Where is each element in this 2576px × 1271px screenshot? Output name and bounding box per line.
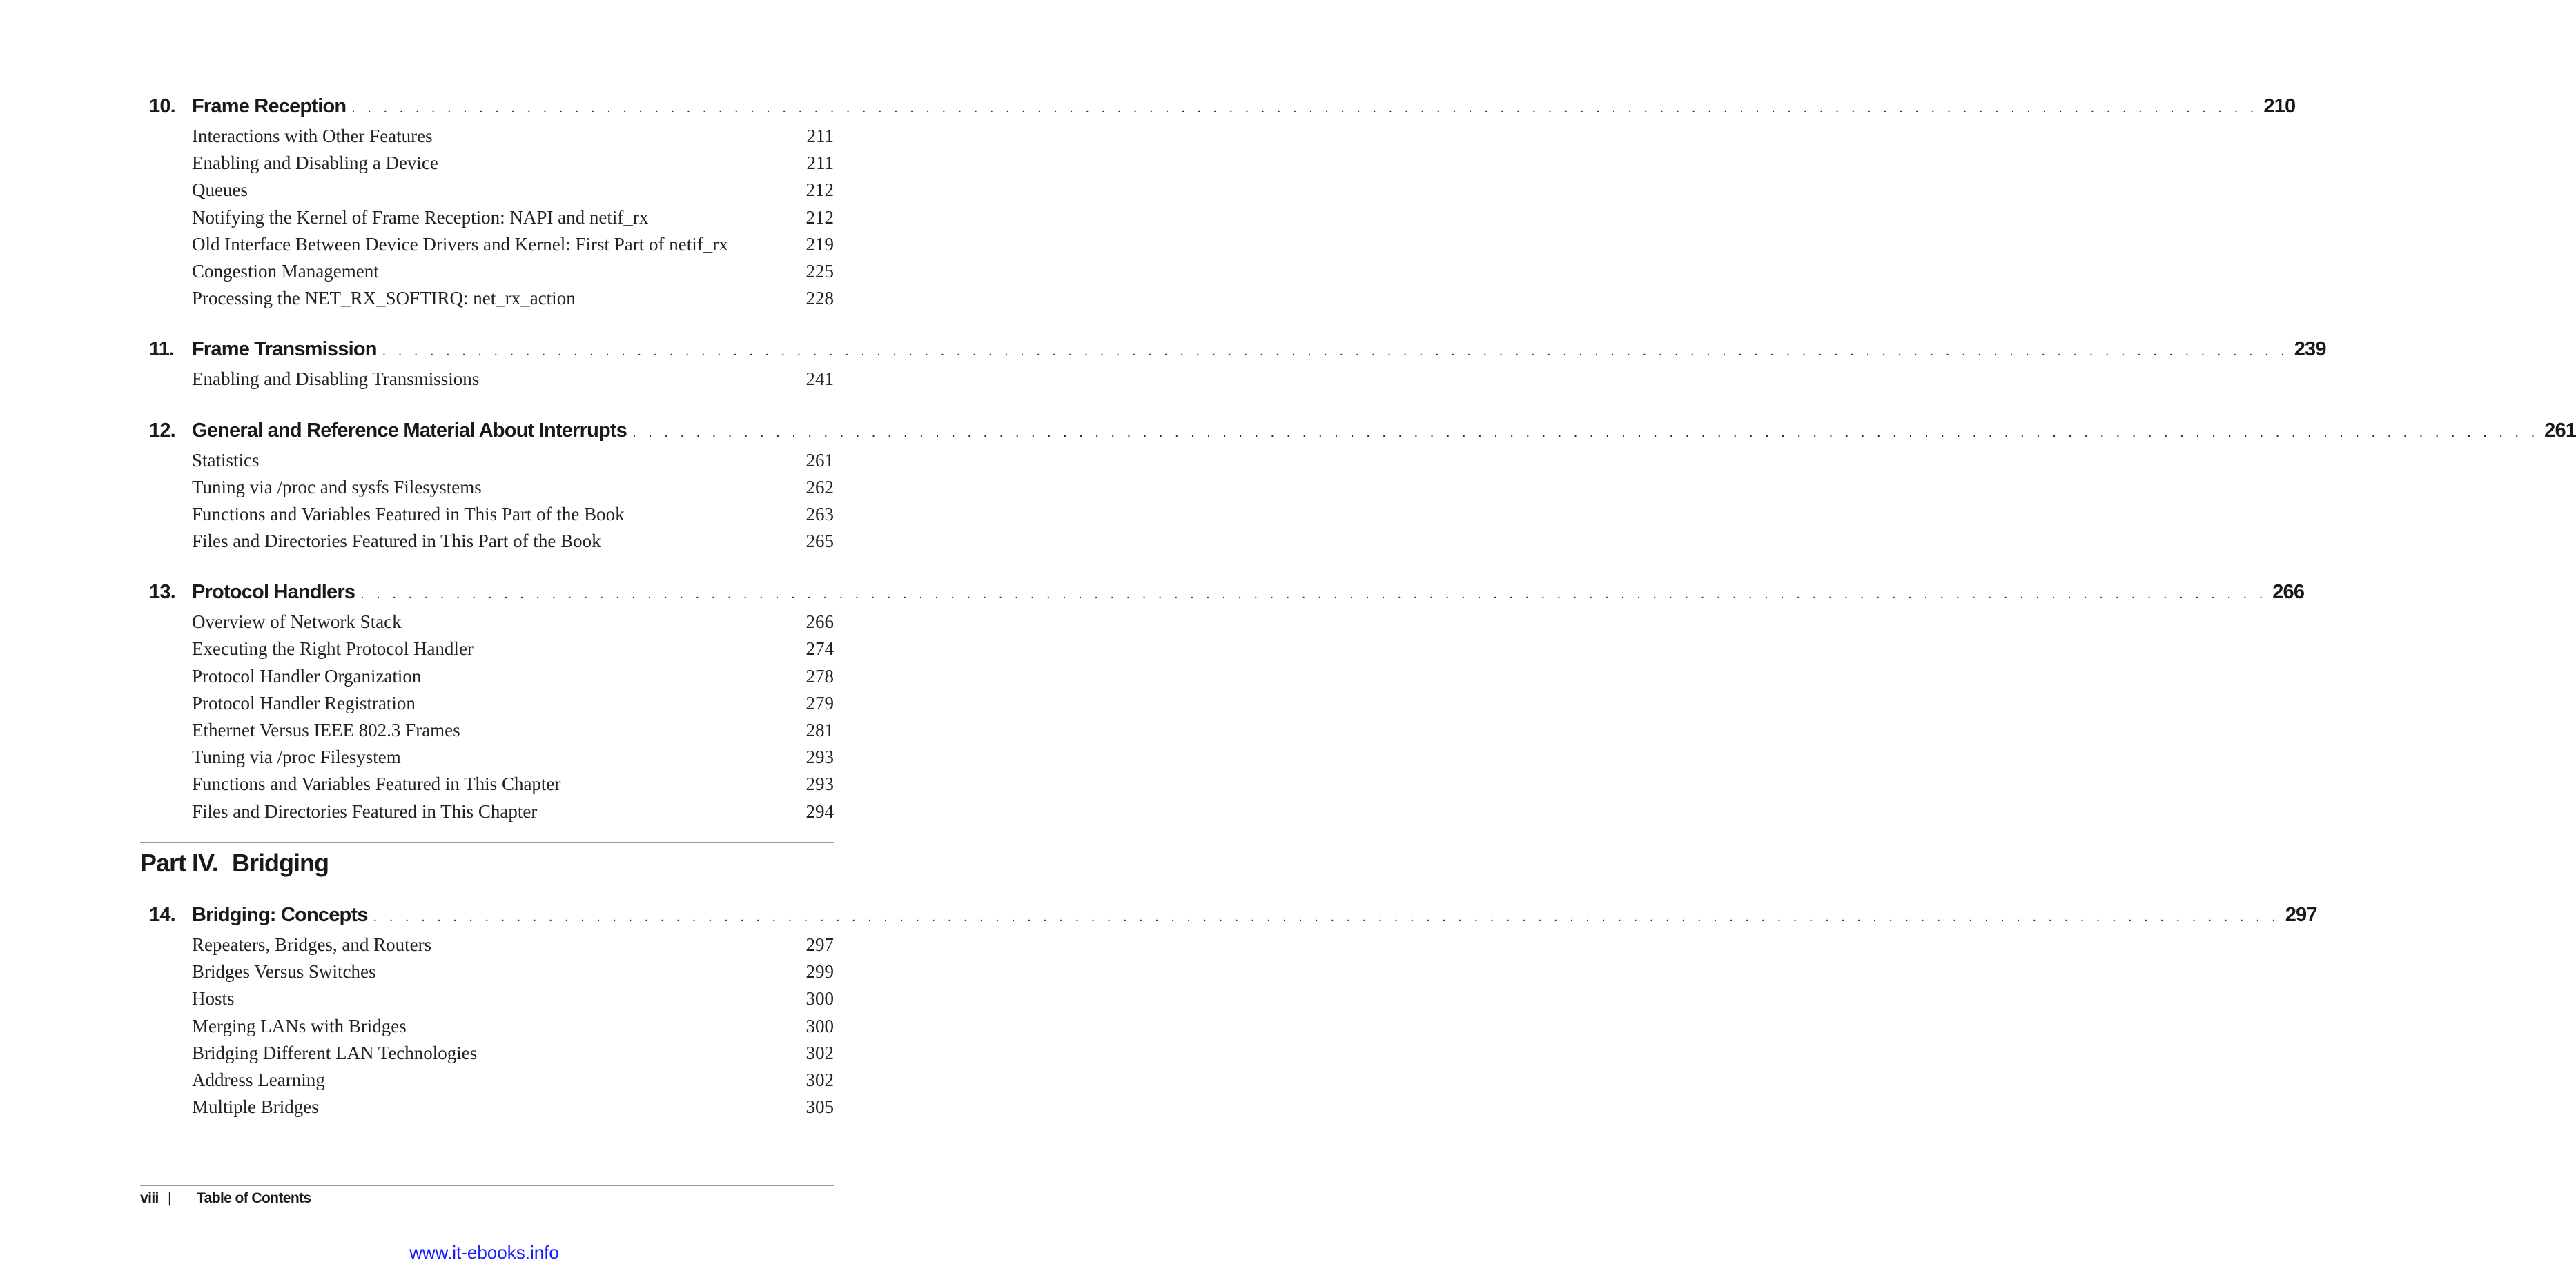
toc-part-4-chapters — [140, 904, 2317, 1147]
toc-entry[interactable] — [192, 961, 834, 988]
entry-page-number: 212 — [806, 206, 834, 228]
toc-entry[interactable] — [192, 477, 834, 504]
chapter-block — [140, 419, 2576, 558]
chapter-page-number: 239 — [2294, 338, 2326, 361]
dot-leader: . . . . . . . . . . . . . . . . . . . . . . . . . . . . . . . . . . . . . . . . . . . . . . . . . . . . . . . . . . . . . . . . . . . . . . . . . . . . . . . . . . . . . . . . . . . . . . . . . . . . . . . . . . . . . . . . . . . . . . . . — [373, 909, 2280, 925]
entry-title: Queues — [192, 179, 248, 201]
toc-entry[interactable] — [192, 1016, 834, 1043]
entry-page-number: 279 — [806, 692, 834, 713]
chapter-number: 14. — [149, 904, 175, 926]
entry-page-number: 211 — [806, 152, 834, 174]
part-divider — [140, 842, 834, 843]
entry-title: Multiple Bridges — [192, 1096, 319, 1118]
entry-title: Overview of Network Stack — [192, 611, 402, 633]
toc-entry[interactable] — [192, 288, 834, 315]
part-label: Part IV. — [140, 849, 218, 877]
chapter-heading[interactable] — [140, 338, 2326, 368]
entry-title: Enabling and Disabling a Device — [192, 152, 438, 174]
chapter-heading[interactable] — [140, 904, 2317, 934]
chapter-title: Frame Transmission — [192, 338, 377, 361]
toc-part-3-chapters — [140, 95, 2576, 851]
entry-page-number: 294 — [806, 800, 834, 822]
chapter-number: 10. — [149, 95, 175, 117]
page-footer — [140, 1190, 311, 1207]
entry-title: Functions and Variables Featured in This Part of the Book — [192, 503, 625, 524]
toc-entry[interactable] — [192, 1043, 834, 1070]
entry-title: Files and Directories Featured in This Part of the Book — [192, 531, 601, 552]
entry-title: Notifying the Kernel of Frame Reception: NAPI and netif_rx — [192, 206, 649, 228]
chapter-title: Protocol Handlers — [192, 581, 355, 604]
chapter-block — [140, 95, 2296, 315]
dot-leader: . . . . . . . . . . . . . . . . . . . . . . . . . . . . . . . . . . . . . . . . . . . . . . . . . . . . . . . . . . . . . . . . . . . . . . . . . . . . . . . . . . . . . . . . . . . . . . . . . . . . . . . . . . . . . . . . . . . . . . . . — [632, 424, 2539, 440]
footer-divider — [140, 1185, 834, 1186]
entry-page-number: 219 — [806, 233, 834, 255]
toc-entry[interactable] — [192, 531, 834, 558]
entry-page-number: 228 — [806, 288, 834, 309]
chapter-heading[interactable] — [140, 419, 2576, 450]
entry-title: Address Learning — [192, 1069, 325, 1090]
toc-entry[interactable] — [192, 611, 834, 638]
chapter-title: Bridging: Concepts — [192, 904, 368, 926]
chapter-number: 12. — [149, 419, 175, 442]
footer-page-number: viii — [140, 1190, 159, 1206]
chapter-heading[interactable] — [140, 95, 2296, 126]
entry-title: Interactions with Other Features — [192, 126, 433, 146]
toc-entry[interactable] — [192, 179, 834, 206]
toc-entry[interactable] — [192, 666, 834, 693]
entry-page-number: 300 — [806, 988, 834, 1009]
entry-page-number: 302 — [806, 1042, 834, 1063]
entry-page-number: 266 — [806, 611, 834, 633]
dot-leader: . . . . . . . . . . . . . . . . . . . . . . . . . . . . . . . . . . . . . . . . . . . . . . . . . . . . . . . . . . . . . . . . . . . . . . . . . . . . . . . . . . . . . . . . . . . . . . . . . . . . . . . . . . . . . . . . . . . . . . . . — [382, 344, 2289, 359]
entry-title: Statistics — [192, 449, 260, 471]
entry-page-number: 263 — [806, 503, 834, 524]
entry-title: Ethernet Versus IEEE 802.3 Frames — [192, 720, 460, 740]
watermark-link[interactable]: www.it-ebooks.info — [409, 1242, 559, 1263]
toc-entry[interactable] — [192, 720, 834, 747]
entry-title: Processing the NET_RX_SOFTIRQ: net_rx_action — [192, 288, 576, 309]
footer-separator: | — [168, 1190, 171, 1206]
toc-entry[interactable] — [192, 1070, 834, 1096]
entry-title: Tuning via /proc and sysfs Filesystems — [192, 476, 482, 497]
entry-title: Files and Directories Featured in This Chapter — [192, 800, 538, 822]
toc-entry[interactable] — [192, 207, 834, 234]
toc-entry[interactable] — [192, 934, 834, 961]
toc-entry[interactable] — [192, 152, 834, 179]
entry-page-number: 299 — [806, 961, 834, 983]
toc-entry[interactable] — [192, 693, 834, 720]
entry-page-number: 211 — [806, 126, 834, 146]
entry-title: Protocol Handler Registration — [192, 692, 416, 713]
toc-entry[interactable] — [192, 261, 834, 288]
entry-page-number: 212 — [806, 179, 834, 201]
entry-title: Enabling and Disabling Transmissions — [192, 368, 480, 390]
entry-page-number: 297 — [806, 934, 834, 955]
toc-entry[interactable] — [192, 450, 834, 477]
entry-title: Merging LANs with Bridges — [192, 1015, 407, 1036]
dot-leader: . . . . . . . . . . . . . . . . . . . . . . . . . . . . . . . . . . . . . . . . . . . . . . . . . . . . . . . . . . . . . . . . . . . . . . . . . . . . . . . . . . . . . . . . . . . . . . . . . . . . . . . . . . . . . . . . . . . . . . . . — [351, 101, 2258, 116]
chapter-number: 13. — [149, 581, 175, 604]
entry-page-number: 302 — [806, 1069, 834, 1090]
entry-title: Tuning via /proc Filesystem — [192, 747, 401, 768]
chapter-heading[interactable] — [140, 581, 2305, 611]
entry-page-number: 265 — [806, 531, 834, 552]
entry-page-number: 241 — [806, 368, 834, 390]
toc-entry[interactable] — [192, 1096, 834, 1123]
toc-entry[interactable] — [192, 801, 834, 828]
entry-title: Executing the Right Protocol Handler — [192, 638, 474, 660]
chapter-page-number: 261 — [2544, 419, 2576, 442]
entry-page-number: 293 — [806, 747, 834, 768]
chapter-number: 11. — [149, 338, 175, 361]
chapter-title: General and Reference Material About Interrupts — [192, 419, 627, 442]
chapter-block — [140, 904, 2317, 1123]
chapter-block — [140, 338, 2326, 395]
entry-page-number: 225 — [806, 260, 834, 282]
dot-leader: . . . . . . . . . . . . . . . . . . . . . . . . . . . . . . . . . . . . . . . . . . . . . . . . . . . . . . . . . . . . . . . . . . . . . . . . . . . . . . . . . . . . . . . . . . . . . . . . . . . . . . . . . . . . . . . . . . . . . . . . — [360, 587, 2267, 602]
entry-title: Bridges Versus Switches — [192, 961, 376, 983]
part-title: Bridging — [232, 849, 329, 877]
entry-title: Repeaters, Bridges, and Routers — [192, 934, 432, 955]
entry-title: Hosts — [192, 988, 235, 1009]
entry-title: Bridging Different LAN Technologies — [192, 1042, 478, 1063]
entry-page-number: 261 — [806, 449, 834, 471]
toc-entry[interactable] — [192, 988, 834, 1015]
toc-entry[interactable] — [192, 126, 834, 152]
toc-entry[interactable] — [192, 774, 834, 800]
chapter-page-number: 210 — [2263, 95, 2296, 117]
entry-title: Protocol Handler Organization — [192, 665, 422, 687]
entry-page-number: 274 — [806, 638, 834, 660]
chapter-title: Frame Reception — [192, 95, 347, 117]
chapter-page-number: 266 — [2272, 581, 2305, 604]
entry-page-number: 278 — [806, 665, 834, 687]
footer-section-title: Table of Contents — [197, 1190, 311, 1206]
entry-page-number: 305 — [806, 1096, 834, 1118]
entry-page-number: 300 — [806, 1015, 834, 1036]
entry-page-number: 281 — [806, 720, 834, 740]
chapter-page-number: 297 — [2285, 904, 2317, 926]
entry-page-number: 262 — [806, 476, 834, 497]
toc-entry[interactable] — [192, 638, 834, 665]
entry-title: Functions and Variables Featured in This Chapter — [192, 774, 561, 795]
entry-title: Old Interface Between Device Drivers and Kernel: First Part of netif_rx — [192, 233, 728, 255]
toc-entry[interactable] — [192, 504, 834, 531]
toc-entry[interactable] — [192, 368, 834, 395]
entry-title: Congestion Management — [192, 260, 379, 282]
entry-page-number: 293 — [806, 774, 834, 795]
chapter-block — [140, 581, 2305, 828]
toc-entry[interactable] — [192, 747, 834, 774]
toc-entry[interactable] — [192, 234, 834, 261]
part-heading — [140, 849, 329, 878]
